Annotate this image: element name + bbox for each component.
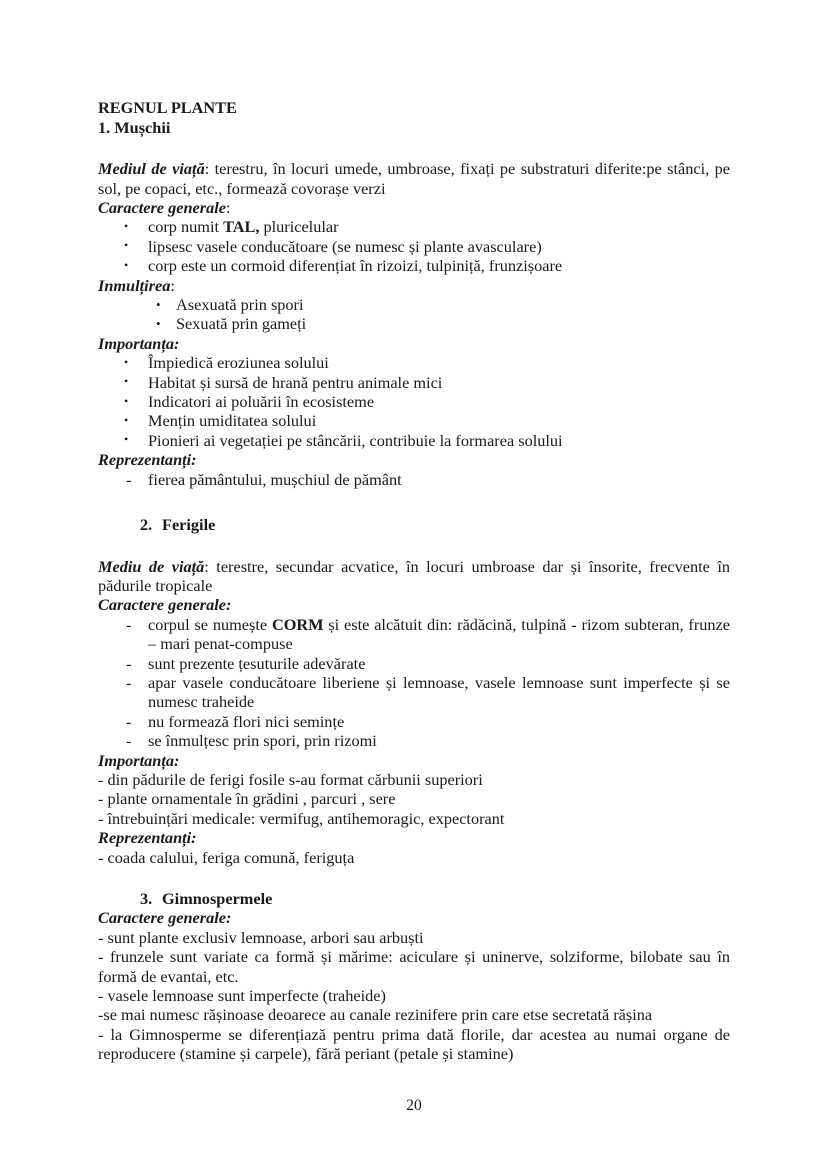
list-item <box>98 431 730 450</box>
list-item <box>98 712 730 731</box>
list-item <box>98 256 730 275</box>
list-item <box>98 392 730 411</box>
list-item-text: corp numit <box>148 217 224 237</box>
caractere-generale-colon: : <box>225 198 231 217</box>
mediu-de-viata-label: Mediu de viață <box>98 556 205 576</box>
list-item-text: Împiedică eroziunea solului <box>148 353 329 373</box>
list-item <box>98 373 730 392</box>
caractere-generale-heading <box>98 198 730 217</box>
list-item <box>98 237 730 256</box>
list-item <box>98 353 730 372</box>
list-item <box>98 673 730 712</box>
list-item <box>98 470 730 489</box>
importanta-heading-ferigile: Importanța: <box>98 750 180 770</box>
list-item <box>98 314 730 333</box>
list-item-keyword: TAL, <box>223 217 260 237</box>
spacer <box>98 867 730 889</box>
caractere-line: - la Gimnosperme se diferențiază pentru prima dată florile, dar acestea au numai organe de reproducere (stamine și carpele), fără periant (petale și stamine) <box>98 1024 730 1064</box>
list-item-text: Asexuată prin spori <box>176 295 304 315</box>
list-item-text: Habitat și sursă de hrană pentru animale mici <box>148 372 443 392</box>
inmultirea-label: Inmulțirea <box>98 275 171 295</box>
list-item <box>98 615 730 654</box>
list-item-keyword: CORM <box>271 614 324 634</box>
list-item <box>98 411 730 430</box>
importanta-line: - din pădurile de ferigi fosile s-au format cărbunii superiori <box>98 769 483 789</box>
page-number: 20 <box>406 1097 422 1114</box>
inmultirea-colon: : <box>170 275 175 295</box>
mediu-de-viata-label: Mediul de viață <box>98 159 205 179</box>
list-item-text: corpul se numește <box>148 614 272 634</box>
section-title: Gimnospermele <box>162 889 273 908</box>
caractere-line: - frunzele sunt variate ca formă și mărime: aciculare și uninerve, solziforme, bilobate sau în formă de evantai, etc. <box>98 947 730 986</box>
reprezentanti-list-muschii <box>98 470 730 489</box>
importanta-line: - plante ornamentale în grădini , parcuri , sere <box>98 789 396 809</box>
caractere-generale-list-ferigile <box>98 615 730 751</box>
mediu-de-viata-text: : terestru, în locuri umede, umbroase, fixați pe substraturi diferite:pe stânci, pe sol, pe copaci, etc., formează covorașe verzi <box>98 159 731 198</box>
mediu-de-viata-text: : terestre, secundar acvatice, în locuri umbroase dar și însorite, frecvente în pădurile tropicale <box>98 556 730 595</box>
reprezentanti-heading-ferigile: Reprezentanți: <box>98 828 197 848</box>
section-number: 2. <box>140 515 153 535</box>
caractere-generale-label: Caractere generale <box>98 198 226 217</box>
section-title: Ferigile <box>162 515 216 535</box>
importanta-heading-muschii: Importanța: <box>98 333 180 353</box>
list-item-text: fierea pământului, mușchiul de pământ <box>148 469 402 489</box>
list-item-text: Mențin umiditatea solului <box>148 411 317 431</box>
reprezentanti-heading-muschii: Reprezentanți: <box>98 450 197 470</box>
list-item-text-cont: pluricelular <box>259 217 339 237</box>
caractere-line: -se mai numesc rășinoase deoarece au canale rezinifere prin care etse secretată rășina <box>98 1005 653 1025</box>
inmultirea-list <box>98 295 730 334</box>
mediu-de-viata-paragraph-ferigile <box>98 557 730 596</box>
spacer <box>98 137 730 159</box>
list-item-text: nu formează flori nici semințe <box>148 711 345 731</box>
section-heading-muschii: 1. Mușchii <box>98 117 171 137</box>
caractere-line: - sunt plante exclusiv lemnoase, arbori sau arbuști <box>98 927 424 947</box>
reprezentanti-line: - coada calului, feriga comună, feriguța <box>98 847 355 867</box>
list-item <box>98 654 730 673</box>
caractere-generale-heading-ferigile: Caractere generale: <box>98 595 232 615</box>
spacer <box>98 535 730 557</box>
list-item-text: Pionieri ai vegetației pe stâncării, contribuie la formarea solului <box>148 430 563 450</box>
section-heading-ferigile <box>98 515 730 534</box>
list-item-text: Sexuată prin gameți <box>176 314 307 334</box>
list-item-text: apar vasele conducătoare liberiene și lemnoase, vasele lemnoase sunt imperfecte și se numesc traheide <box>148 672 730 712</box>
caractere-generale-list-muschii <box>98 217 730 275</box>
list-item-text: Indicatori ai poluării în ecosisteme <box>148 392 375 412</box>
importanta-line: - întrebuințări medicale: vermifug, antihemoragic, expectorant <box>98 808 505 828</box>
list-item-text: corp este un cormoid diferențiat în rizoizi, tulpiniță, frunzișoare <box>148 256 563 276</box>
section-heading-gimnospermele <box>98 889 730 908</box>
list-item-text: lipsesc vasele conducătoare (se numesc și plante avasculare) <box>148 236 542 256</box>
list-item <box>98 295 730 314</box>
inmultirea-heading <box>98 276 730 295</box>
mediu-de-viata-paragraph <box>98 159 730 198</box>
list-item-text-cont: și este alcătuit din: rădăcină, tulpină - rizom subteran, frunze – mari penat-compuse <box>148 614 730 654</box>
caractere-line: - vasele lemnoase sunt imperfecte (traheide) <box>98 986 386 1006</box>
importanta-list-muschii <box>98 353 730 450</box>
spacer <box>98 489 730 515</box>
list-item <box>98 217 730 236</box>
section-number: 3. <box>140 889 153 908</box>
list-item-text: se înmulțesc prin spori, prin rizomi <box>148 731 377 751</box>
list-item <box>98 731 730 750</box>
page-content <box>98 98 730 1064</box>
list-item-text: sunt prezente țesuturile adevărate <box>148 653 366 673</box>
document-title: REGNUL PLANTE <box>98 98 237 117</box>
caractere-generale-heading-gimnospermele: Caractere generale: <box>98 908 232 928</box>
